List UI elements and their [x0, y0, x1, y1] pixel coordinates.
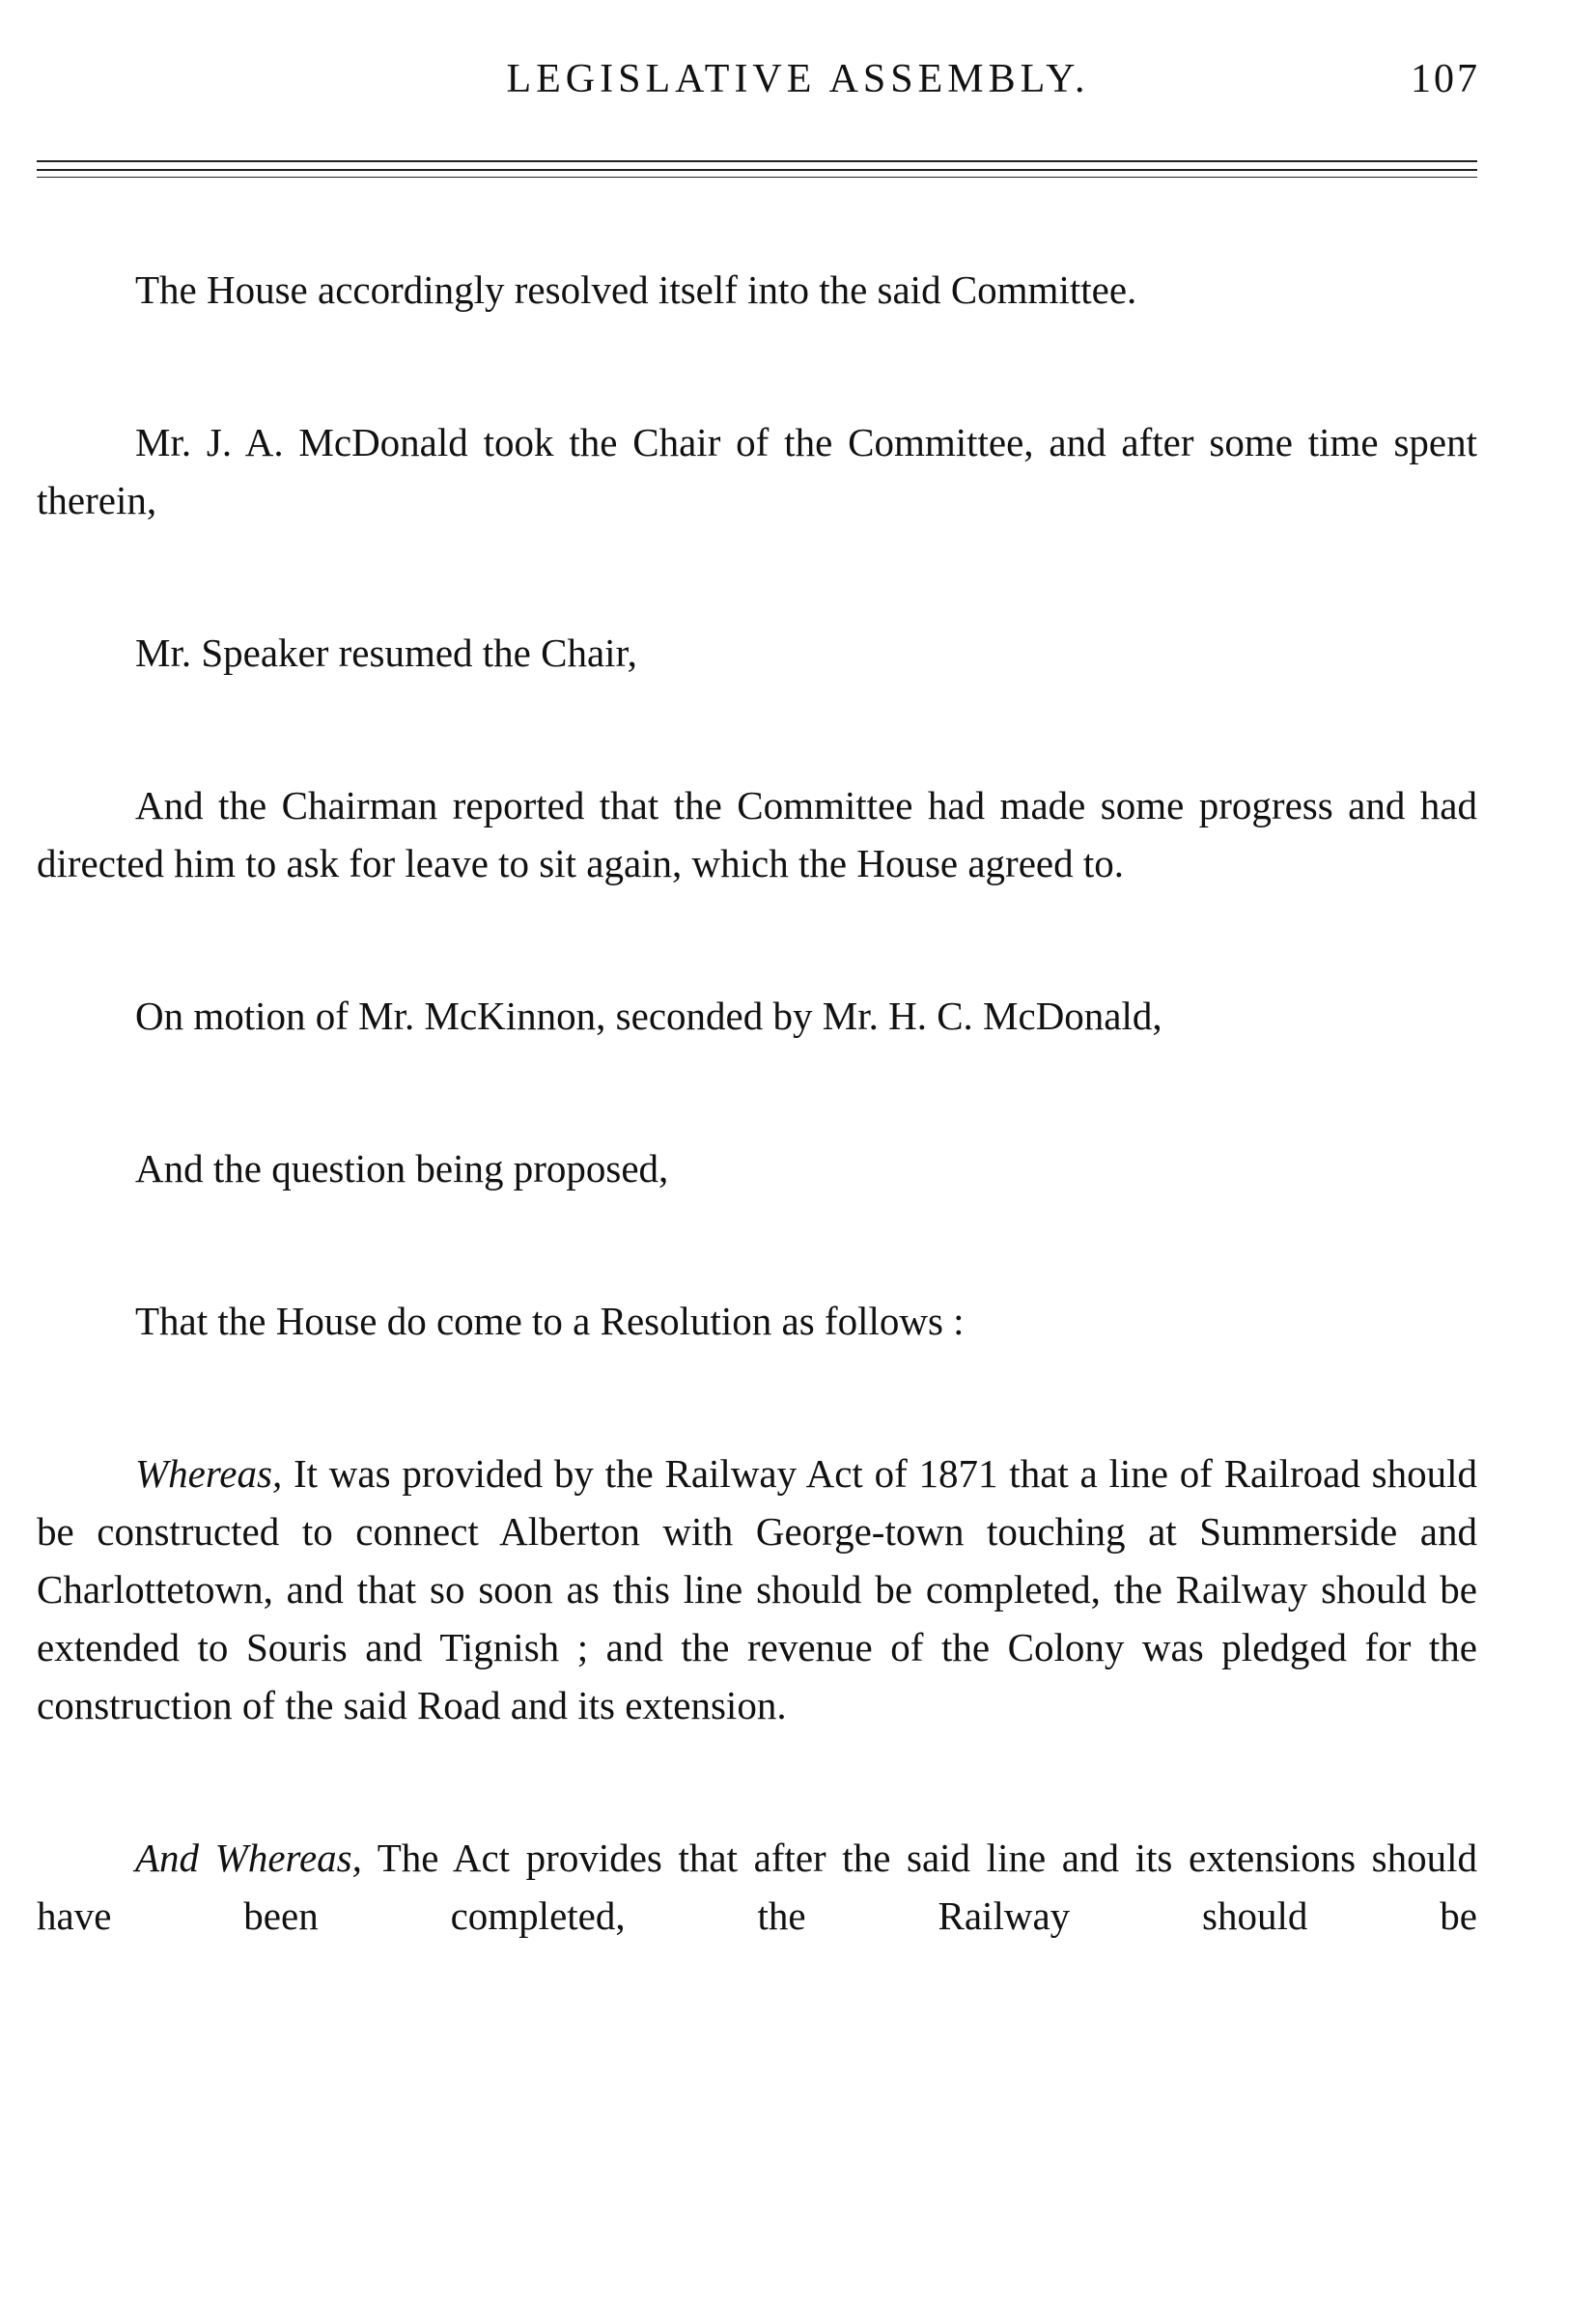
and-whereas-lead: And Whereas,	[135, 1836, 362, 1880]
paragraph-motion: On motion of Mr. McKinnon, seconded by Mr. H. C. McDonald,	[135, 994, 1162, 1038]
paragraph-and-whereas	[37, 1829, 1477, 1945]
paragraph-whereas	[37, 1444, 1477, 1734]
paragraph-chair-taken: Mr. J. A. McDonald took the Chair of the Committee, and after some time spent therein,	[37, 420, 1477, 522]
header-rule-top	[37, 160, 1477, 162]
paragraph-committee-resolved: The House accordingly resolved itself into the said Committee.	[135, 267, 1137, 312]
paragraph-resolution-intro: That the House do come to a Resolution as follows :	[135, 1299, 965, 1343]
running-title: LEGISLATIVE ASSEMBLY.	[506, 57, 1090, 101]
paragraph-speaker-resumed: Mr. Speaker resumed the Chair,	[135, 631, 637, 675]
header-rule-middle	[37, 169, 1477, 171]
whereas-lead: Whereas,	[135, 1451, 283, 1496]
and-whereas-text: The Act provides that after the said line and its extensions should have been completed, the Railway should be	[37, 1836, 1478, 1938]
header-rule-bottom	[37, 177, 1477, 178]
page-header	[0, 50, 1596, 108]
page-number: 107	[1411, 57, 1480, 101]
paragraph-question-proposed: And the question being proposed,	[135, 1146, 669, 1191]
paragraph-chairman-reported: And the Chairman reported that the Committee had made some progress and had directed him to ask for leave to sit again, which the House agreed to.	[37, 783, 1477, 885]
body-text	[37, 261, 1477, 1945]
whereas-text: It was provided by the Railway Act of 1871 that a line of Railroad should be constructed to connect Alberton with George-town touching at Summerside and Charlottetown, and that so soon as this line should be completed, the Railway should be extended to Souris and Tignish ; and the revenue of the Colony was pledged for the construction of the said Road and its extension.	[37, 1451, 1478, 1727]
